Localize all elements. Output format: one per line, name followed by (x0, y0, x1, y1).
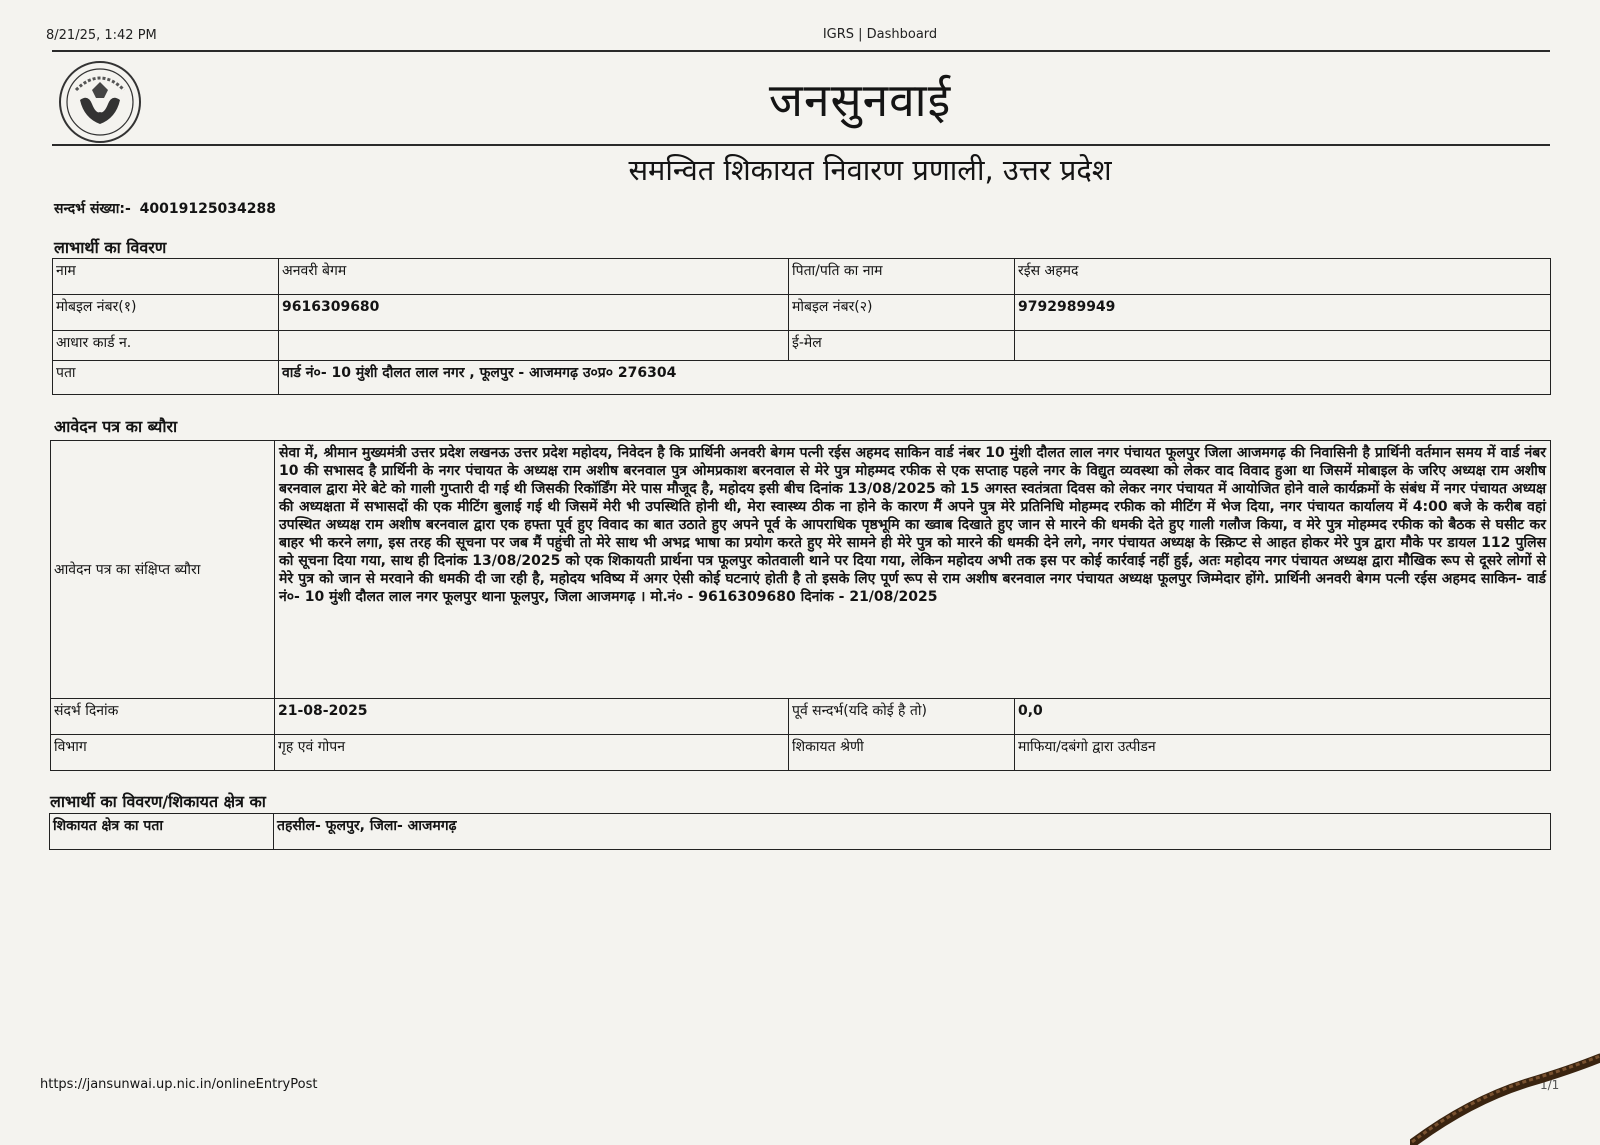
mobile1-label: मोबइल नंबर(१) (53, 295, 279, 331)
table-row (51, 735, 1551, 771)
reference-number (54, 199, 276, 218)
category-label: शिकायत श्रेणी (789, 735, 1015, 771)
father-label: पिता/पति का नाम (789, 259, 1015, 295)
category-value: माफिया/दबंगो द्वारा उत्पीडन (1015, 735, 1551, 771)
print-url: https://jansunwai.up.nic.in/onlineEntryPost (40, 1077, 318, 1092)
father-value: रईस अहमद (1015, 259, 1551, 295)
application-table (50, 440, 1551, 771)
table-row (51, 699, 1551, 735)
reference-label: सन्दर्भ संख्या:- (54, 201, 131, 217)
ref-date-value: 21-08-2025 (275, 699, 789, 735)
department-value: गृह एवं गोपन (275, 735, 789, 771)
area-address-value: तहसील- फूलपुर, जिला- आजमगढ़ (274, 814, 1551, 850)
email-label: ई-मेल (789, 331, 1015, 361)
print-tab-title: IGRS | Dashboard (822, 27, 938, 42)
address-value: वार्ड नं०- 10 मुंशी दौलत लाल नगर , फूलपुर - आजमगढ़ उ०प्र० 276304 (279, 361, 1551, 395)
mobile2-label: मोबइल नंबर(२) (789, 295, 1015, 331)
table-row (53, 331, 1551, 361)
ref-date-label: संदर्भ दिनांक (51, 699, 275, 735)
reference-value: 40019125034288 (139, 201, 277, 217)
email-value (1015, 331, 1551, 361)
page-subtitle: समन्वित शिकायत निवारण प्रणाली, उत्तर प्रदेश (628, 153, 1112, 187)
table-row (53, 295, 1551, 331)
area-address-label: शिकायत क्षेत्र का पता (50, 814, 274, 850)
up-government-emblem-icon (58, 60, 142, 144)
area-section-title: लाभार्थी का विवरण/शिकायत क्षेत्र का (50, 792, 266, 811)
summary-text: सेवा में, श्रीमान मुख्यमंत्री उत्तर प्रदेश लखनऊ उत्तर प्रदेश महोदय, निवेदन है कि प्रार्थिनी अनवरी बेगम पत्नी रईस अहमद साकिन वार्ड नंबर 10 मुंशी दौलत लाल नगर पंचायत फूलपुर जिला आजमगढ़ की निवासिनी है प्रार्थिनी वर्तमान समय में वार्ड नंबर 10 की सभासद है प्रार्थिनी के नगर पंचायत के अध्यक्ष राम अशीष बरनवाल पुत्र ओमप्रकाश बरनवाल से मेरे पुत्र मोहम्मद रफीक से एक सप्ताह पहले नगर के विद्युत व्यवस्था को लेकर वाद विवाद हुआ था जिसमें मोबाइल के जरिए अध्यक्ष राम अशीष बरनवाल द्वारा मेरे बेटे को गाली गुप्तारी दी गई थी जिसकी रिकॉर्डिंग मेरे पास मौजूद है, महोदय इसी बीच दिनांक 13/08/2025 को 15 अगस्त स्वतंत्रता दिवस को लेकर नगर पंचायत में आयोजित होने वाले कार्यक्रमों के संबंध में नगर पंचायत अध्यक्ष की अध्यक्षता में सभासदों की एक मीटिंग बुलाई गई थी जिसमें मेरी भी उपस्थिति होनी थी, मेरा स्वास्थ्य ठीक ना होने के कारण मैं अपने पुत्र मेरे प्रतिनिधि मोहम्मद रफीक को मीटिंग में भेज दिया, नगर पंचायत कार्यालय में 4:00 बजे के करीब वहां उपस्थित अध्यक्ष राम अशीष बरनवाल द्वारा एक हफ्ता पूर्व हुए विवाद का बात उठाते हुए अपने पूर्व के आपराधिक पृष्ठभूमि का ख्वाब दिखाते हुए जान से मारने की धमकी देते हुए गाली गलौज किया, व मेरे पुत्र मोहम्मद रफीक को बैठक से घसीट कर बाहर भी करने लगा, इस तरह की सूचना पर जब मैं पहुंची तो मेरे साथ भी अभद्र भाषा का प्रयोग करते हुए मेरे सामने ही मेरे पुत्र को मारने की धमकी देने लगे, नगर पंचायत अध्यक्ष के स्क्रिप्ट से आहत होकर मेरे पुत्र द्वारा मौके पर डायल 112 पुलिस को सूचना दिया गया, साथ ही दिनांक 13/08/2025 को एक शिकायती प्रार्थना पत्र फूलपुर कोतवाली थाने पर दिया गया, लेकिन महोदय अभी तक इस पर कोई कार्रवाई नहीं हुई, अतः महोदय नगर पंचायत अध्यक्ष द्वारा मौखिक रूप से दूसरे लोगों से मेरे पुत्र को जान से मरवाने की धमकी दी जा रही है, महोदय भविष्य में अगर ऐसी कोई घटनाएं होती है तो इसके लिए पूर्ण रूप से राम अशीष बरनवाल नगर पंचायत अध्यक्ष फूलपुर जिम्मेदार होंगे. प्रार्थिनी अनवरी बेगम पत्नी रईस अहमद साकिन- वार्ड नं०- 10 मुंशी दौलत लाल नगर फूलपुर थाना फूलपुर, जिला आजमगढ़ । मो.नं० - 9616309680 दिनांक - 21/08/2025 (275, 441, 1551, 699)
summary-label: आवेदन पत्र का संक्षिप्त ब्यौरा (51, 441, 275, 699)
table-row (51, 441, 1551, 699)
print-page-number: 1/1 (1540, 1078, 1560, 1092)
name-value: अनवरी बेगम (279, 259, 789, 295)
beneficiary-table (52, 258, 1551, 395)
prev-ref-label: पूर्व सन्दर्भ(यदि कोई है तो) (789, 699, 1015, 735)
cable-photo-artifact (1410, 1040, 1600, 1145)
prev-ref-value: 0,0 (1015, 699, 1551, 735)
area-table (49, 813, 1551, 850)
mobile2-value: 9792989949 (1015, 295, 1551, 331)
beneficiary-section-title: लाभार्थी का विवरण (54, 238, 167, 257)
table-row (50, 814, 1551, 850)
print-datetime: 8/21/25, 1:42 PM (46, 28, 157, 43)
table-row (53, 259, 1551, 295)
aadhar-label: आधार कार्ड न. (53, 331, 279, 361)
name-label: नाम (53, 259, 279, 295)
table-row (53, 361, 1551, 395)
mobile1-value: 9616309680 (279, 295, 789, 331)
header-top-rule (52, 50, 1550, 52)
page-title: जनसुनवाई (768, 73, 952, 127)
department-label: विभाग (51, 735, 275, 771)
title-rule (52, 144, 1550, 146)
application-section-title: आवेदन पत्र का ब्यौरा (54, 417, 178, 436)
address-label: पता (53, 361, 279, 395)
aadhar-value (279, 331, 789, 361)
